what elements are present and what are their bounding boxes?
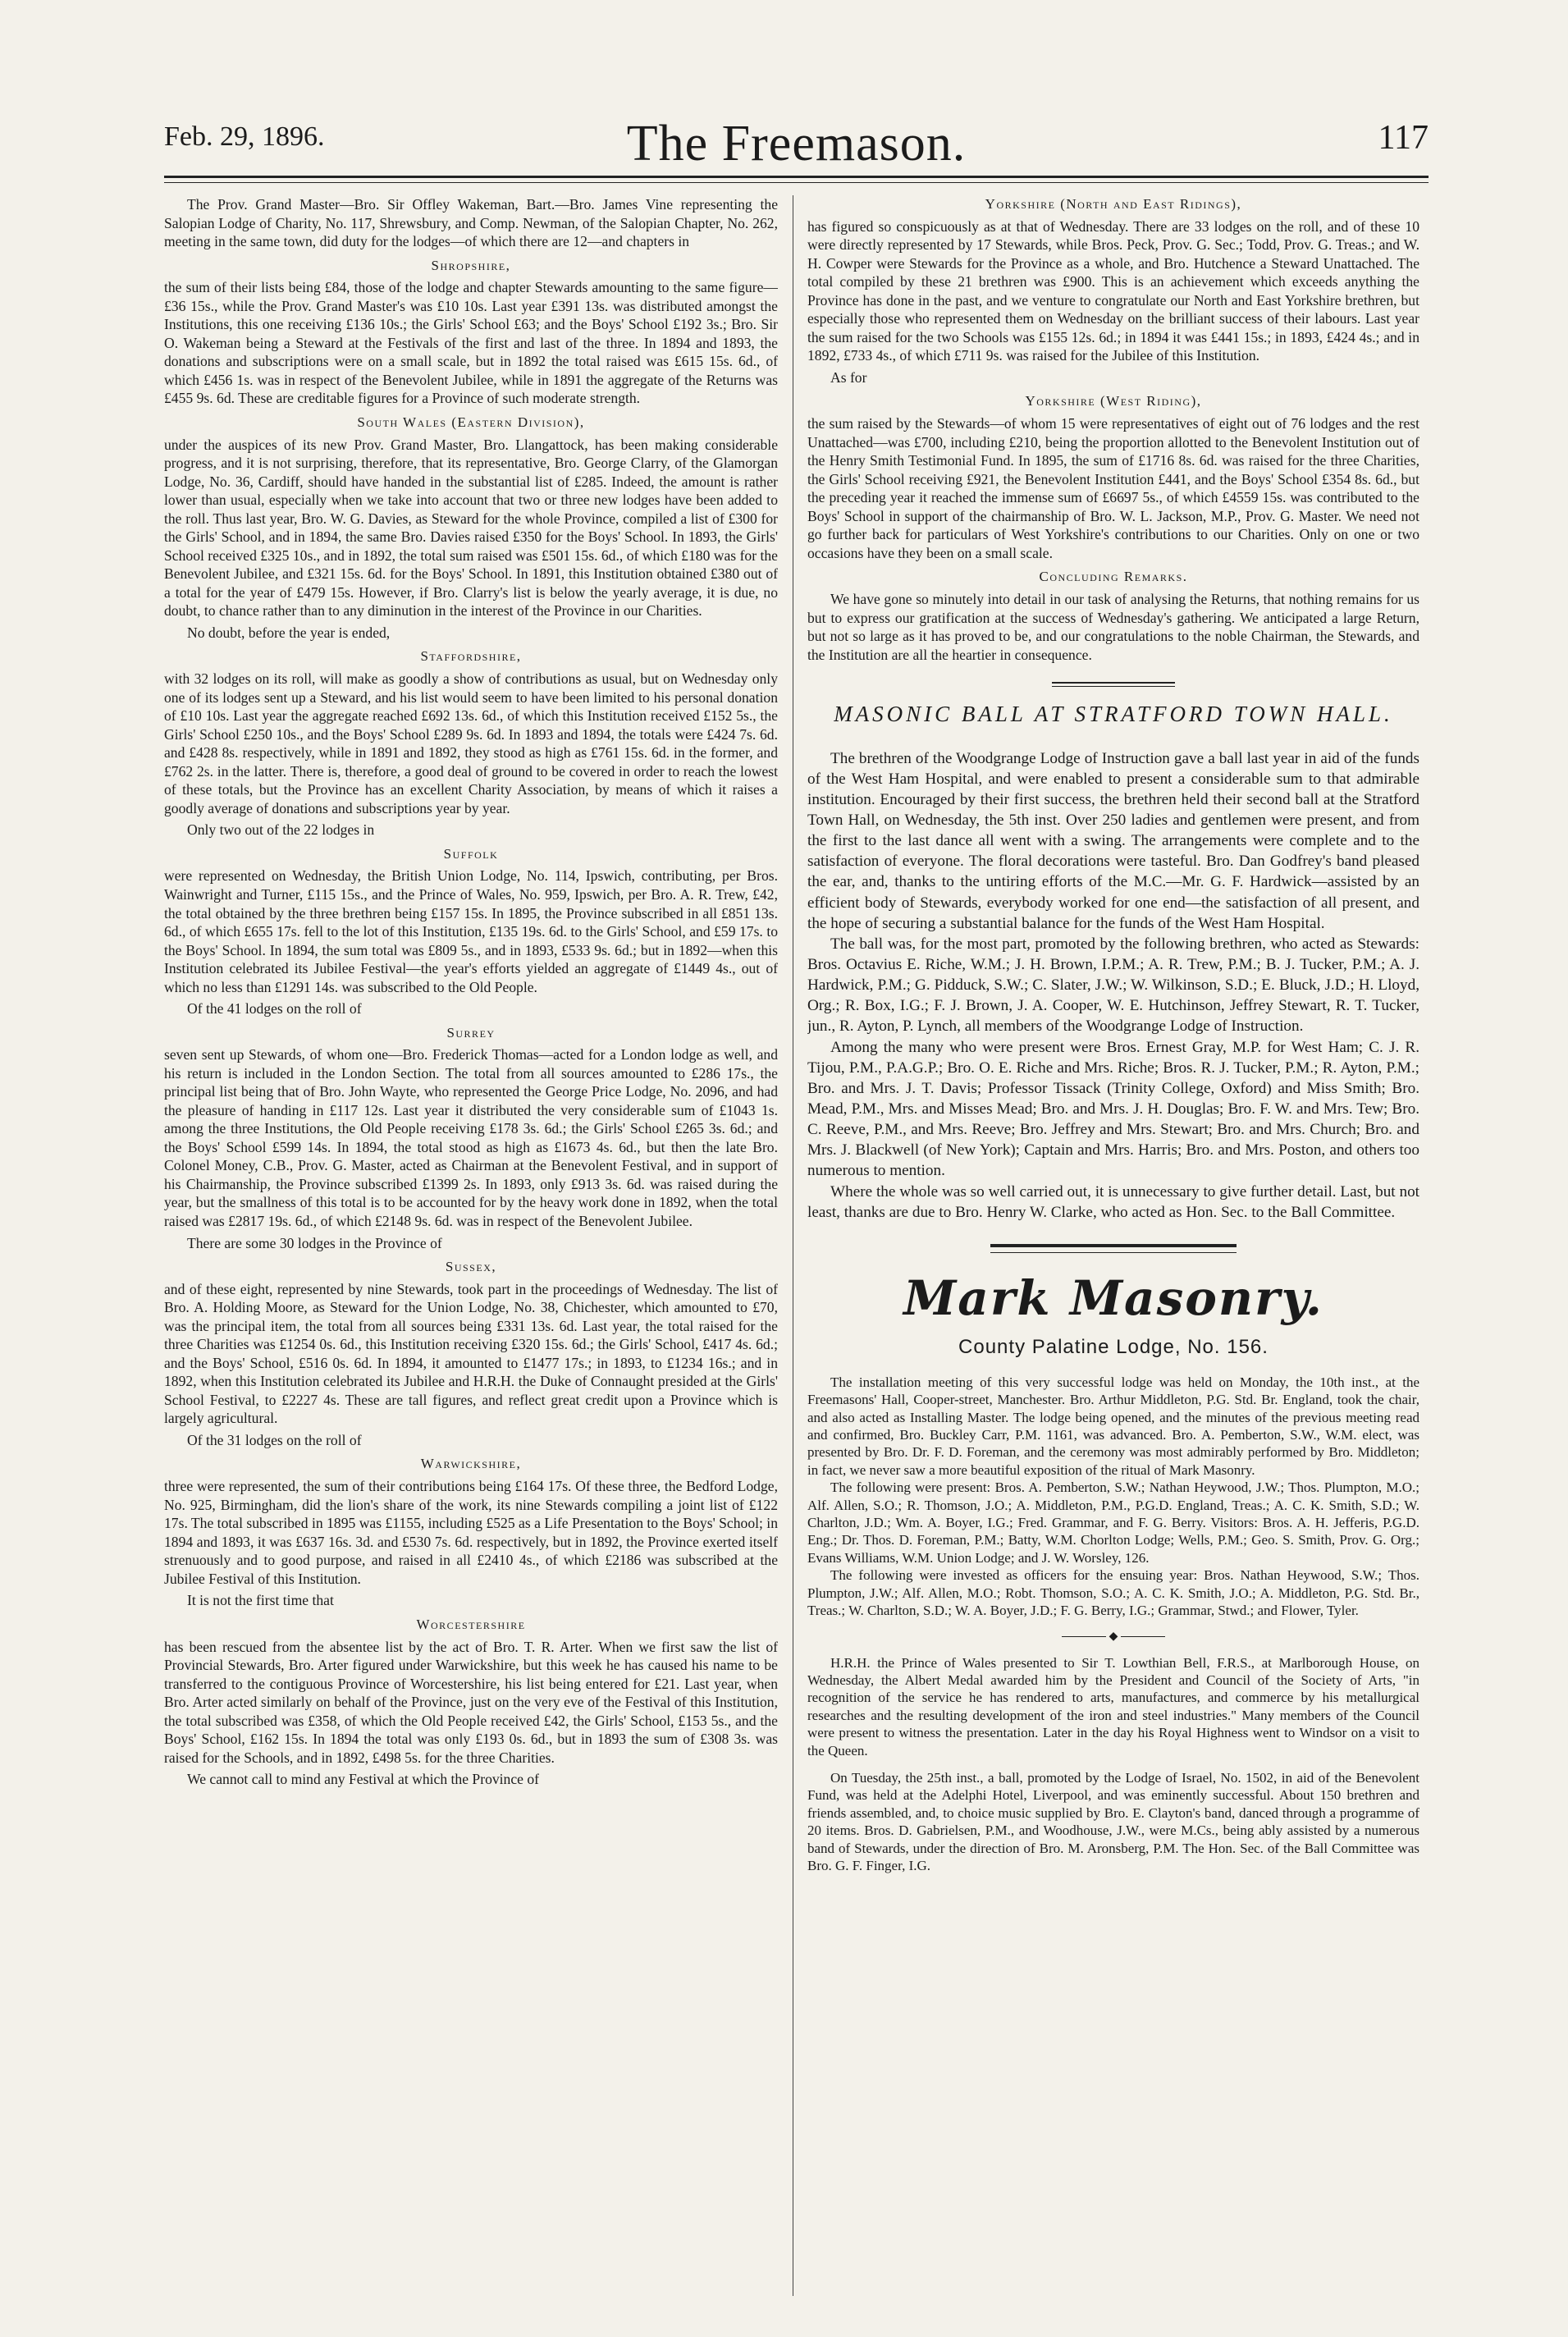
paragraph-not-first: It is not the first time that: [187, 1592, 334, 1609]
paragraph-surrey: seven sent up Stewards, of whom one—Bro. Frederick Thomas—acted for a London lodge as well, and his return is included in the London Section. The total from all sources amounted to £286 17s., the principal list being that of Bro. John Wayte, who represented the George Price Lodge, No. 2096, and had the pleasure of handing in £117 12s. Last year it distributed the very considerable sum of £1043 1s. among the three Institutions, the Old People receiving £178 3s. 6d.; the Girls' School £265 3s. 6d.; and the Boys' School £599 14s. In 1894, the total stood as high as £1673 4s. 6d., but then the late Bro. Colonel Money, C.B., Prov. G. Master, acted as Chairman at the Benevolent Festival, and in support of his Chairmanship, the Province subscribed £1399 2s. In 1893, only £913 3s. 6d. was raised during the year, but the smallness of this total is to be accounted for by the heavy work done in 1892, when the total raised was £2817 19s. 6d., of which £2148 9s. 6d. was in respect of the Benevolent Jubilee.: [164, 1046, 778, 1229]
heading-surrey: Surrey: [446, 1024, 496, 1040]
paragraph-south-wales: under the auspices of its new Prov. Grand Master, Bro. Llangattock, has been making considerable progress, and it is not surprising, therefore, that its representative, Bro. George Clarry, of the Glamorgan Lodge, No. 36, Cardiff, should have handed in the substantial list of £285. Indeed, the amount is rather lower than usual, especially when we take into account that two or three new lodges have been added to the roll. Thus last year, Bro. W. G. Davies, as Steward for the whole Province, compiled a list of £300 for the Girls' School, and in 1894, the same Bro. Davies raised £350 for the Boys' School. In 1893, the Girls' School received £325 10s., and in 1892, the total sum raised was £501 15s. 6d., of which £180 was for the Benevolent Jubilee, and £321 15s. 6d. for the Boys' School. In 1891, this Institution obtained £380 out of a total for the year of £479 15s. However, if Bro. Clarry's list is below the yearly average, it is due, no doubt, to chance rather than to any diminution in the interest of the Province in our Charities.: [164, 436, 778, 620]
article-masonic-ball: [807, 748, 1419, 1223]
heading-staffordshire: Staffordshire,: [420, 648, 522, 665]
paragraph-suffolk: were represented on Wednesday, the British Union Lodge, No. 114, Ipswich, contributing, per Bros. Wainwright and Turner, £115 15s., and the Prince of Wales, No. 959, Ipswich, per Bro. A. R. Trew, £42, the total obtained by the three brethren being £157 15s. In 1895, the Province subscribed in all £851 13s. 6d., of which £655 17s. fell to the lot of this Institution, £135 19s. 6d. to the Girls' School, and £59 17s. to the Boys' School. In 1894, the sum total was £809 5s., and in 1893, £533 9s. 6d.; but in 1892—when this Institution celebrated its Jubilee Festival—the year's efforts yielded an aggregate of £1449 4s., out of which no less than £1291 14s. was subscribed to the Old People.: [164, 867, 778, 995]
heading-worcestershire: Worcestershire: [416, 1616, 526, 1632]
section-title-mark-masonry: Mark Masonry.: [903, 1269, 1323, 1326]
paragraph-worcestershire: has been rescued from the absentee list by the act of Bro. T. R. Arter. When we first saw the list of Provincial Stewards, Bro. Arter figured under Warwickshire, but this week he has caused his name to be transferred to the contiguous Province of Worcestershire, his list being entered for £21. Last year, when Bro. Arter acted similarly on behalf of the Province, just on the very eve of the Festival of this Institution, the total subscribed was £358, of which the Old People received £42, the Girls' School, £153 5s., and the Boys' School, £162 15s. In 1894 the total was only £193 0s. 6d., but in 1893 the sum of £308 3s. was raised for the Schools, and in 1892, £498 5s. for the three Charities.: [164, 1638, 778, 1766]
paragraph-some-30: There are some 30 lodges in the Province of: [187, 1234, 442, 1251]
paragraph-sussex: and of these eight, represented by nine Stewards, took part in the proceedings of Wednesday. The list of Bro. A. Holding Moore, as Steward for the Union Lodge, No. 38, Chichester, which amounted to £70, was the principal item, the total from all sources being £331 13s. 6d. Last year, the total raised for the three Charities was £1254 0s. 6d., this Institution receiving £320 15s. 6d.; the Girls' School, £417 4s. 6d.; and the Boys' School, £516 0s. 6d. In 1894, it amounted to £1477 17s.; in 1893, to £1234 16s.; and in 1892, when this Institution celebrated its Jubilee and H.R.H. the Duke of Connaught presided at the Girls' School Festival, to £2227 4s. These are tall figures, and reflect great credit upon a Province which is largely agricultural.: [164, 1280, 778, 1427]
masthead-rule-thick: [164, 176, 1429, 178]
heading-shropshire: Shropshire,: [431, 257, 511, 273]
page-number: 117: [1378, 119, 1429, 157]
paragraph-yorkshire-north-east: has figured so conspicuously as at that of Wednesday. There are 33 lodges on the roll, and of these 10 were directly represented by 17 Stewards, while Bros. Peck, Prov. G. Sec.; Todd, Prov. G. Treas.; and W. H. Cowper were Stewards for the Province as a whole, and Bro. Hutchence a Steward Unattached. The total compiled by these 21 brethren was £900. This is an achievement which exceeds anything the Province has done in the past, and we venture to congratulate our North and East Yorkshire brethren, but especially those who represented them on Wednesday on the brilliant success of their labours. Last year the sum raised for the two Schools was £155 12s. 6d.; in 1894 it was £441 15s.; in 1893, £424 4s.; and in 1892, £733 4s., of which £711 9s. was raised for the Jubilee of this Institution.: [807, 217, 1419, 364]
section-rule-thin: [990, 1252, 1237, 1253]
left-column: [164, 195, 778, 2312]
heading-south-wales: South Wales (Eastern Division),: [357, 414, 585, 430]
lodge-title: County Palatine Lodge, No. 156.: [958, 1336, 1269, 1359]
paragraph-concluding: We have gone so minutely into detail in our task of analysing the Returns, that nothing remains for us but to express our gratification at the success of Wednesday's gathering. We anticipated a large Return, but not so large as it has proved to be, and our congratulations to the noble Chairman, the Stewards, and the Institution are all the heartier in consequence.: [807, 591, 1419, 663]
diamond-divider: [807, 1630, 1419, 1643]
paragraph-of-31: Of the 31 lodges on the roll of: [187, 1431, 362, 1448]
article-title-masonic-ball: MASONIC BALL AT STRATFORD TOWN HALL.: [834, 702, 1393, 727]
issue-date: Feb. 29, 1896.: [164, 121, 325, 152]
paragraph-staffordshire: with 32 lodges on its roll, will make as goodly a show of contributions as usual, but on Wednesday only one of its lodges sent up a Steward, and his list would seem to have been limited to his personal donation of £10 10s. Last year the aggregate reached £692 13s. 6d., of which this Institution received £152 5s., the Girls' School £250 10s., and the Boys' School £289 9s. 6d. In 1893 and 1894, the totals were £424 7s. 6d. and £428 8s. respectively, while in 1891 and 1892, they stood as high as £761 15s. 6d. in the former, and £762 2s. in the latter. There is, therefore, a good deal of ground to be covered in order to reach the lowest of these totals, but the Province has an excellent Charity Association, by means of which it raises a goodly average of donations and subscriptions year by year.: [164, 670, 778, 816]
heading-concluding-remarks: Concluding Remarks.: [1039, 569, 1188, 585]
ball-paragraph-3: Among the many who were present were Bros. Ernest Gray, M.P. for West Ham; C. J. R. Tijou, P.M., P.A.G.P.; Bro. O. E. Riche and Mrs. Riche; Bros. R. J. Tucker, P.M.; R. Ayton, P.M.; Bro. and Mrs. J. T. Davis; Professor Tissack (Trinity College, Oxford) and Miss Smith; Bro. Mead, P.M., Mrs. and Misses Mead; Bro. and Mrs. J. H. Douglas; Bro. F. W. and Mrs. Tew; Bro. C. Reeve, P.M., and Mrs. Reeve; Bro. Jeffrey and Mrs. Stewart; Bro. and Mrs. Church; Bro. and Mrs. J. Blackwell (of New York); Captain and Mrs. Harris; Bro. and Mrs. Poston, and others too numerous to mention.: [807, 1038, 1419, 1180]
paragraph-intro: The Prov. Grand Master—Bro. Sir Offley Wakeman, Bart.—Bro. James Vine representing the Salopian Lodge of Charity, No. 117, Shrewsbury, and Comp. Newman, of the Salopian Chapter, No. 262, meeting in the same town, did duty for the lodges—of which there are 12—and chapters in: [164, 196, 778, 250]
note-lodge-of-israel-ball: On Tuesday, the 25th inst., a ball, promoted by the Lodge of Israel, No. 1502, in aid of the Benevolent Fund, was held at the Adelphi Hotel, Liverpool, and was eminently successful. About 150 brethren and friends assembled, and, to choice music supplied by Bro. E. Clayton's band, danced through a programme of 20 items. Bros. D. Gabrielsen, P.M., and Woodhouse, J.W., were M.Cs., being ably assisted by a numerous band of Stewards, under the direction of Bro. M. Aronsberg, P.M. The Hon. Sec. of the Ball Committee was Bro. G. F. Finger, I.G.: [807, 1769, 1419, 1873]
heading-yorkshire-north-east: Yorkshire (North and East Ridings),: [985, 196, 1242, 212]
ball-paragraph-4: Where the whole was so well carried out, it is unnecessary to give further detail. Last, but not least, thanks are due to Bro. Henry W. Clarke, who acted as Hon. Sec. to the Ball Committee.: [807, 1182, 1419, 1221]
mark-paragraph-1: The installation meeting of this very successful lodge was held on Monday, the 10th inst., at the Freemasons' Hall, Cooper-street, Manchester. Bro. Arthur Middleton, P.G. Std. Br. England, took the chair, and also acted as Installing Master. The lodge being opened, and the minutes of the previous meeting read and confirmed, Bro. Buckley Carr, P.M. 1161, was advanced. Bro. A. Pemberton, S.W., W.M. elect, was presented by Bro. Dr. F. D. Foreman, and the ceremony was most admirably performed by Bro. Middleton; in fact, we never saw a more beautiful exposition of the ritual of Mark Masonry.: [807, 1374, 1419, 1478]
paragraph-only-two: Only two out of the 22 lodges in: [187, 821, 375, 839]
news-notes: [807, 1654, 1419, 1875]
paragraph-no-doubt: No doubt, before the year is ended,: [187, 624, 391, 641]
heading-warwickshire: Warwickshire,: [420, 1456, 522, 1472]
ball-paragraph-1: The brethren of the Woodgrange Lodge of Instruction gave a ball last year in aid of the funds of the West Ham Hospital, and were enabled to present a considerable sum to that admirable institution. Encouraged by their first success, the brethren held their second ball at the Stratford Town Hall, on Wednesday, the 5th inst. Over 250 ladies and gentlemen were present, and from the first to the last dance all went with a swing. The arrangements were complete and to the satisfaction of everyone. The floral decorations were tasteful. Bro. Dan Godfrey's band pleased the ear, and, thanks to the untiring efforts of the M.C.—Mr. G. F. Hardwick—assisted by an efficient body of Stewards, everybody worked for one end—the satisfaction of all present, and the hope of securing a substantial balance for the funds of the West Ham Hospital.: [807, 749, 1419, 932]
ball-paragraph-2: The ball was, for the most part, promoted by the following brethren, who acted as Stewards: Bros. Octavius E. Riche, W.M.; J. H. Brown, I.P.M.; A. R. Trew, P.M.; B. J. Tucker, P.M.; A. J. Hardwick, P.M.; G. Pidduck, S.W.; C. Slater, J.W.; W. Wilkinson, S.D.; E. Bluck, J.D.; H. Lloyd, Org.; R. Box, I.G.; F. J. Brown, J. A. Cooper, W. E. Hutchinson, Jeffrey Stewart, R. T. Tucker, jun., R. Ayton, P. Lynch, all members of the Woodgrange Lodge of Instruction.: [807, 935, 1419, 1036]
diamond-icon: ◆: [1106, 1630, 1122, 1643]
paragraph-as-for: As for: [830, 368, 867, 386]
paragraph-shropshire: the sum of their lists being £84, those of the lodge and chapter Stewards amounting to the same figure—£36 15s., while the Prov. Grand Master's was £10 10s. Last year £391 13s. was distributed amongst the Institutions, this one receiving £136 10s.; the Girls' School £63; and the Boys' School £192 3s.; Bro. Sir O. Wakeman being a Steward at the Festivals of the first and last of the three. In 1894 and 1893, the donations and subscriptions were on a small scale, but in 1892 the total raised was £615 15s. 6d., of which £456 1s. was in respect of the Benevolent Jubilee, while in 1891 the aggregate of the Returns was £455 9s. 6d. These are creditable figures for a Province of such moderate strength.: [164, 279, 778, 407]
right-column: [807, 195, 1419, 2312]
paragraph-of-41: Of the 41 lodges on the roll of: [187, 1000, 362, 1018]
mark-paragraph-2: The following were present: Bros. A. Pemberton, S.W.; Nathan Heywood, J.W.; Thos. Plumpton, M.O.; Alf. Allen, S.O.; R. Thomson, J.O.; A. Middleton, P.M., P.G.D. England, Treas.; A. C. K. Smith, S.D.; W. Charlton, J.D.; Wm. A. Boyer, I.G.; Fred. Grammar, and F. G. Berry. Visitors: Bros. A. H. Jefferis, P.G.D. Eng.; Dr. Thos. D. Foreman, P.M.; Batty, W.M. Chorlton Lodge; Wells, P.M.; Geo. S. Smith, Prov. G. Org.; Evans Williams, W.M. Union Lodge; and J. W. Worsley, 126.: [807, 1479, 1419, 1566]
note-prince-of-wales: H.R.H. the Prince of Wales presented to Sir T. Lowthian Bell, F.R.S., at Marlborough House, on Wednesday, the Albert Medal awarded him by the President and Council of the Society of Arts, "in recognition of the service he has rendered to arts, manufactures, and commerce by his metallurgical researches and the resulting development of the iron and steel industries." Many members of the Council were present to witness the presentation. Later in the day his Royal Highness went to Windsor on a visit to the Queen.: [807, 1654, 1419, 1758]
heading-yorkshire-west: Yorkshire (West Riding),: [1025, 393, 1202, 409]
article-mark-masonry: [807, 1374, 1419, 1620]
masthead-rule-thin: [164, 182, 1429, 183]
paragraph-warwickshire: three were represented, the sum of their contributions being £164 17s. Of these three, the Bedford Lodge, No. 925, Birmingham, did the lion's share of the work, its nine Stewards compiling a joint list of £122 17s. The total subscribed in 1895 was £1155, including £525 as a Life Presentation to the Boys' School; in 1894 and 1893, it was £637 16s. 3d. and £530 7s. 6d. respectively, but in 1892, the Province exerted itself strenuously and to good purpose, and raised in all £2410 4s., of which £2186 was subscribed at the Jubilee Festival of this Institution.: [164, 1478, 778, 1587]
section-rule-heavy: [990, 1244, 1237, 1247]
section-rule: [1052, 682, 1175, 687]
paragraph-yorkshire-west: the sum raised by the Stewards—of whom 15 were representatives of eight out of 76 lodges and the rest Unattached—was £700, including £210, being the proportion allotted to the Benevolent Institution out of the Henry Smith Testimonial Fund. In 1895, the sum of £1716 8s. 6d. was raised for the three Charities, the Girls' School receiving £921, the Benevolent Institution £441, and the Boys' School £354 8s. 6d., but the preceding year it reached the immense sum of £6697 5s., of which £4559 15s. was contributed to the Boys' School in support of the chairmanship of Bro. W. L. Jackson, M.P., Prov. G. Master. We need not go further back for particulars of West Yorkshire's contributions to our Charities. Only on one or two occasions have they been on a small scale.: [807, 415, 1419, 561]
newspaper-title: The Freemason.: [626, 116, 967, 172]
mark-paragraph-3: The following were invested as officers for the ensuing year: Bros. Nathan Heywood, S.W.; Thos. Plumpton, J.W.; Alf. Allen, M.O.; Robt. Thomson, S.O.; A. C. K. Smith, J.O.; A. Middleton, P.G. Std. Br., Treas.; W. Charlton, S.D.; W. A. Boyer, J.D.; F. G. Berry, I.G.; Grammar, Stwd.; and Flower, Tyler.: [807, 1567, 1419, 1619]
heading-sussex: Sussex,: [445, 1259, 497, 1275]
masthead: [164, 115, 1429, 181]
paragraph-cannot-call: We cannot call to mind any Festival at which the Province of: [187, 1771, 540, 1788]
heading-suffolk: Suffolk: [443, 845, 499, 862]
